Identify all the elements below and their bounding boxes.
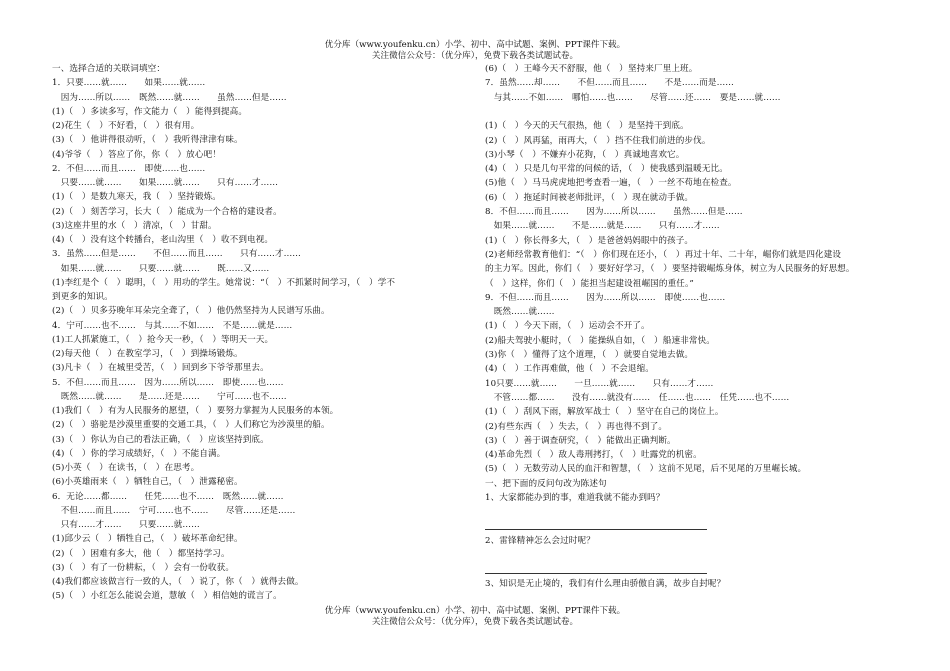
- text-line: (6)（ ）拖延时间被老师批评，（ ）现在就动手做。: [485, 192, 694, 203]
- text-line: (1)李红是个（ ）聪明，（ ）用功的学生。她常说：“（ ）不抓紧时间学习，（ ）学不: [52, 277, 396, 288]
- text-line: (3)（ ）你认为自己的看法正确，（ ）应该坚持到底。: [52, 434, 269, 445]
- text-line: (2)（ ）骆驼是沙漠里重要的交通工具，（ ）人们称它为沙漠里的船。: [52, 420, 330, 431]
- text-line: (3)小琴（ ）不嫌弃小花狗，（ ）真诚地喜欢它。: [485, 149, 685, 160]
- text-line: 3．虽然……但是…… 不但……而且…… 只有……才……: [52, 249, 301, 260]
- text-line: 10只要……就…… 一旦……就…… 只有……才……: [485, 378, 714, 389]
- text-line: 1、大家都能办到的事，难道我就不能办到吗？: [485, 493, 665, 503]
- text-line: (2)每天他（ ）在教室学习，（ ）到操场锻炼。: [52, 349, 243, 359]
- text-line: 既然……就……: [485, 307, 555, 318]
- answer-line-2: [485, 573, 707, 574]
- text-line: (2)（ ）风再猛，雨再大，（ ）挡不住我们前进的步伐。: [485, 135, 711, 146]
- text-line: (1)我们（ ）有为人民服务的愿望，（ ）要努力掌握为人民服务的本领。: [52, 406, 339, 416]
- text-line: (4)爷爷（ ）答应了你，你（ ）放心吧！: [52, 149, 221, 160]
- text-line: 6．无论……都…… 任凭……也不…… 既然……就……: [52, 491, 284, 502]
- text-line: (1)（ ）你长得多大，（ ）是爸爸妈妈眼中的孩子。: [485, 235, 694, 246]
- text-line: (2)花生（ ）不好看，（ ）很有用。: [52, 121, 200, 131]
- text-line: (3)（ ）他讲得很动听，（ ）我听得津津有味。: [52, 135, 243, 146]
- text-line: 如果……就…… 只要……就…… 既……又……: [52, 263, 270, 274]
- text-line: (1)（ ）多读多写，作文能力（ ）能得到提高。: [52, 106, 248, 117]
- text-line: 只要……就…… 如果……就…… 只有……才……: [52, 178, 279, 188]
- text-line: (4)（ ）你的学习成绩好，（ ）不能自满。: [52, 448, 226, 459]
- text-line: 到更多的知识。: [52, 292, 113, 302]
- text-line: (2)（ ）贝多芬晚年耳朵完全聋了，（ ）他仍然坚持为人民谱写乐曲。: [52, 306, 330, 317]
- text-line: 9．不但……而且…… 因为……所以…… 即使……也……: [485, 292, 726, 303]
- text-line: (2)有些东西（ ）失去，（ ）再也得不到了。: [485, 421, 668, 432]
- answer-line-1: [485, 529, 707, 530]
- text-line: (2)船夫驾驶小艇时，（ ）能操纵自如，（ ）船速非常快。: [485, 335, 715, 346]
- text-line: 如果……就…… 不是……就是…… 只有……才……: [485, 221, 720, 232]
- text-line: (5)他（ ）马马虎虎地把考查看一遍，（ ）一丝不苟地在检查。: [485, 178, 737, 189]
- text-line: (4)革命先烈（ ）敌人毒刑拷打，（ ）吐露党的机密。: [485, 450, 702, 461]
- text-line: (1)邱少云（ ）牺牲自己，（ ）破坏革命纪律。: [52, 534, 243, 545]
- text-line: (6)（ ）王峰今天不舒服，他（ ）坚持来厂里上班。: [485, 64, 698, 74]
- text-line: 2、雷锋精神怎么会过时呢？: [485, 535, 595, 546]
- text-line: 既然……就…… 是……还是…… 宁可……也不……: [52, 391, 287, 402]
- text-line: (5)小英（ ）在读书，（ ）在思考。: [52, 463, 200, 473]
- text-line: 2．不但……而且…… 即使……也……: [52, 163, 206, 174]
- footer-line-2: 关注微信公众号：（优分库），免费下载各类试题试卷。: [371, 617, 579, 627]
- text-line: (1)（ ）今天下雨，（ ）运动会不开了。: [485, 321, 650, 332]
- text-line: 3、知识是无止境的，我们有什么理由骄傲自满，故步自封呢？: [485, 578, 726, 589]
- text-line: (3)（ ）有了一份耕耘，（ ）会有一份收获。: [52, 562, 235, 573]
- text-line: 7．虽然……却…… 不但……而且…… 不是……而是……: [485, 78, 734, 89]
- text-line: (3)（ ）善于调查研究，（ ）能做出正确判断。: [485, 435, 676, 446]
- text-line: (1)工人抓紧施工，（ ）抢今天一秒，（ ）等明天一天。: [52, 334, 274, 345]
- text-line: (3)你（ ）懂得了这个道理，（ ）就要自觉地去做。: [485, 350, 694, 360]
- text-line: (1)（ ）是数九寒天，我（ ）坚持锻炼。: [52, 192, 221, 203]
- text-line: 8．不但……而且…… 因为……所以…… 虽然……但是……: [485, 207, 743, 217]
- text-line: (6)小英雄雨来（ ）牺牲自己，（ ）泄露秘密。: [52, 477, 243, 488]
- text-line: (4)（ ）工作再难做，他（ ）不会退缩。: [485, 364, 654, 375]
- text-line: 1．只要……就…… 如果……就……: [52, 78, 206, 89]
- text-line: (5)（ ）小红怎么能说会道，慧敏（ ）相信她的谎言了。: [52, 591, 282, 602]
- text-line: 因为……所以…… 既然……就…… 虽然……但是……: [52, 92, 287, 103]
- text-line: (3)凡卡（ ）在城里受苦，（ ）回到乡下爷爷那里去。: [52, 363, 269, 374]
- text-line: (5)（ ）无数劳动人民的血汗和智慧，（ ）这前不见尾，后不见尾的万里崛长城。: [485, 464, 807, 475]
- text-line: 不管……都…… 没有……就没有…… 任……也…… 任凭……也不……: [485, 392, 790, 403]
- text-line: 只有……才…… 只要……就……: [52, 520, 200, 530]
- text-line: 4．宁可……也不…… 与其……不如…… 不是……就是……: [52, 320, 293, 331]
- text-line: (4)（ ）没有这个转播台，老山沟里（ ）收不到电视。: [52, 235, 274, 245]
- text-line: （ ）这样，你们（ ）能担当起建设祖崛国的重任。”: [485, 278, 694, 289]
- text-line: 不但……而且…… 宁可……也不…… 尽管……还是……: [52, 505, 296, 516]
- text-line: 一、把下面的反问句改为陈述句: [485, 478, 607, 489]
- header-line-1: 优分库（www.youfenku.cn）小学、初中、高中试题、案例、PPT课件下载。: [324, 40, 626, 50]
- text-line: 一、选择合适的关联词填空：: [52, 64, 166, 74]
- text-line: (3)这座井里的水（ ）清凉，（ ）甘甜。: [52, 220, 217, 231]
- text-line: 的主力军。因此，你们（ ）要好好学习，（ ）要坚持锻崛炼身体，树立为人民服务的好思想。: [485, 264, 855, 275]
- text-line: (4)我们都应该做言行一致的人，（ ）说了，你（ ）就得去做。: [52, 577, 304, 587]
- footer-line-1: 优分库（www.youfenku.cn）小学、初中、高中试题、案例、PPT课件下载。: [324, 606, 626, 616]
- text-line: (1)（ ）今天的天气很热，他（ ）是坚持干到底。: [485, 121, 689, 132]
- text-line: (2)老师经常教育他们：“（ ）你们现在还小，（ ）再过十年、二十年，崛你们就是四化建设: [485, 249, 842, 260]
- text-line: (4)（ ）只是几句平常的问候的话，（ ）使我感到温暖无比。: [485, 164, 728, 175]
- text-line: (1)（ ）刮风下雨，解放军战士（ ）坚守在自己的岗位上。: [485, 407, 724, 418]
- header-line-2: 关注微信公众号：（优分库），免费下载各类试题试卷。: [371, 51, 579, 61]
- text-line: (2)（ ）刻苦学习，长大（ ）能成为一个合格的建设者。: [52, 206, 282, 217]
- text-line: 与其……不如…… 哪怕……也…… 尽管……还…… 要是……就……: [485, 92, 781, 103]
- text-line: (2)（ ）困难有多大，他（ ）都坚持学习。: [52, 548, 230, 559]
- text-line: 5．不但……而且…… 因为……所以…… 即使……也……: [52, 377, 284, 388]
